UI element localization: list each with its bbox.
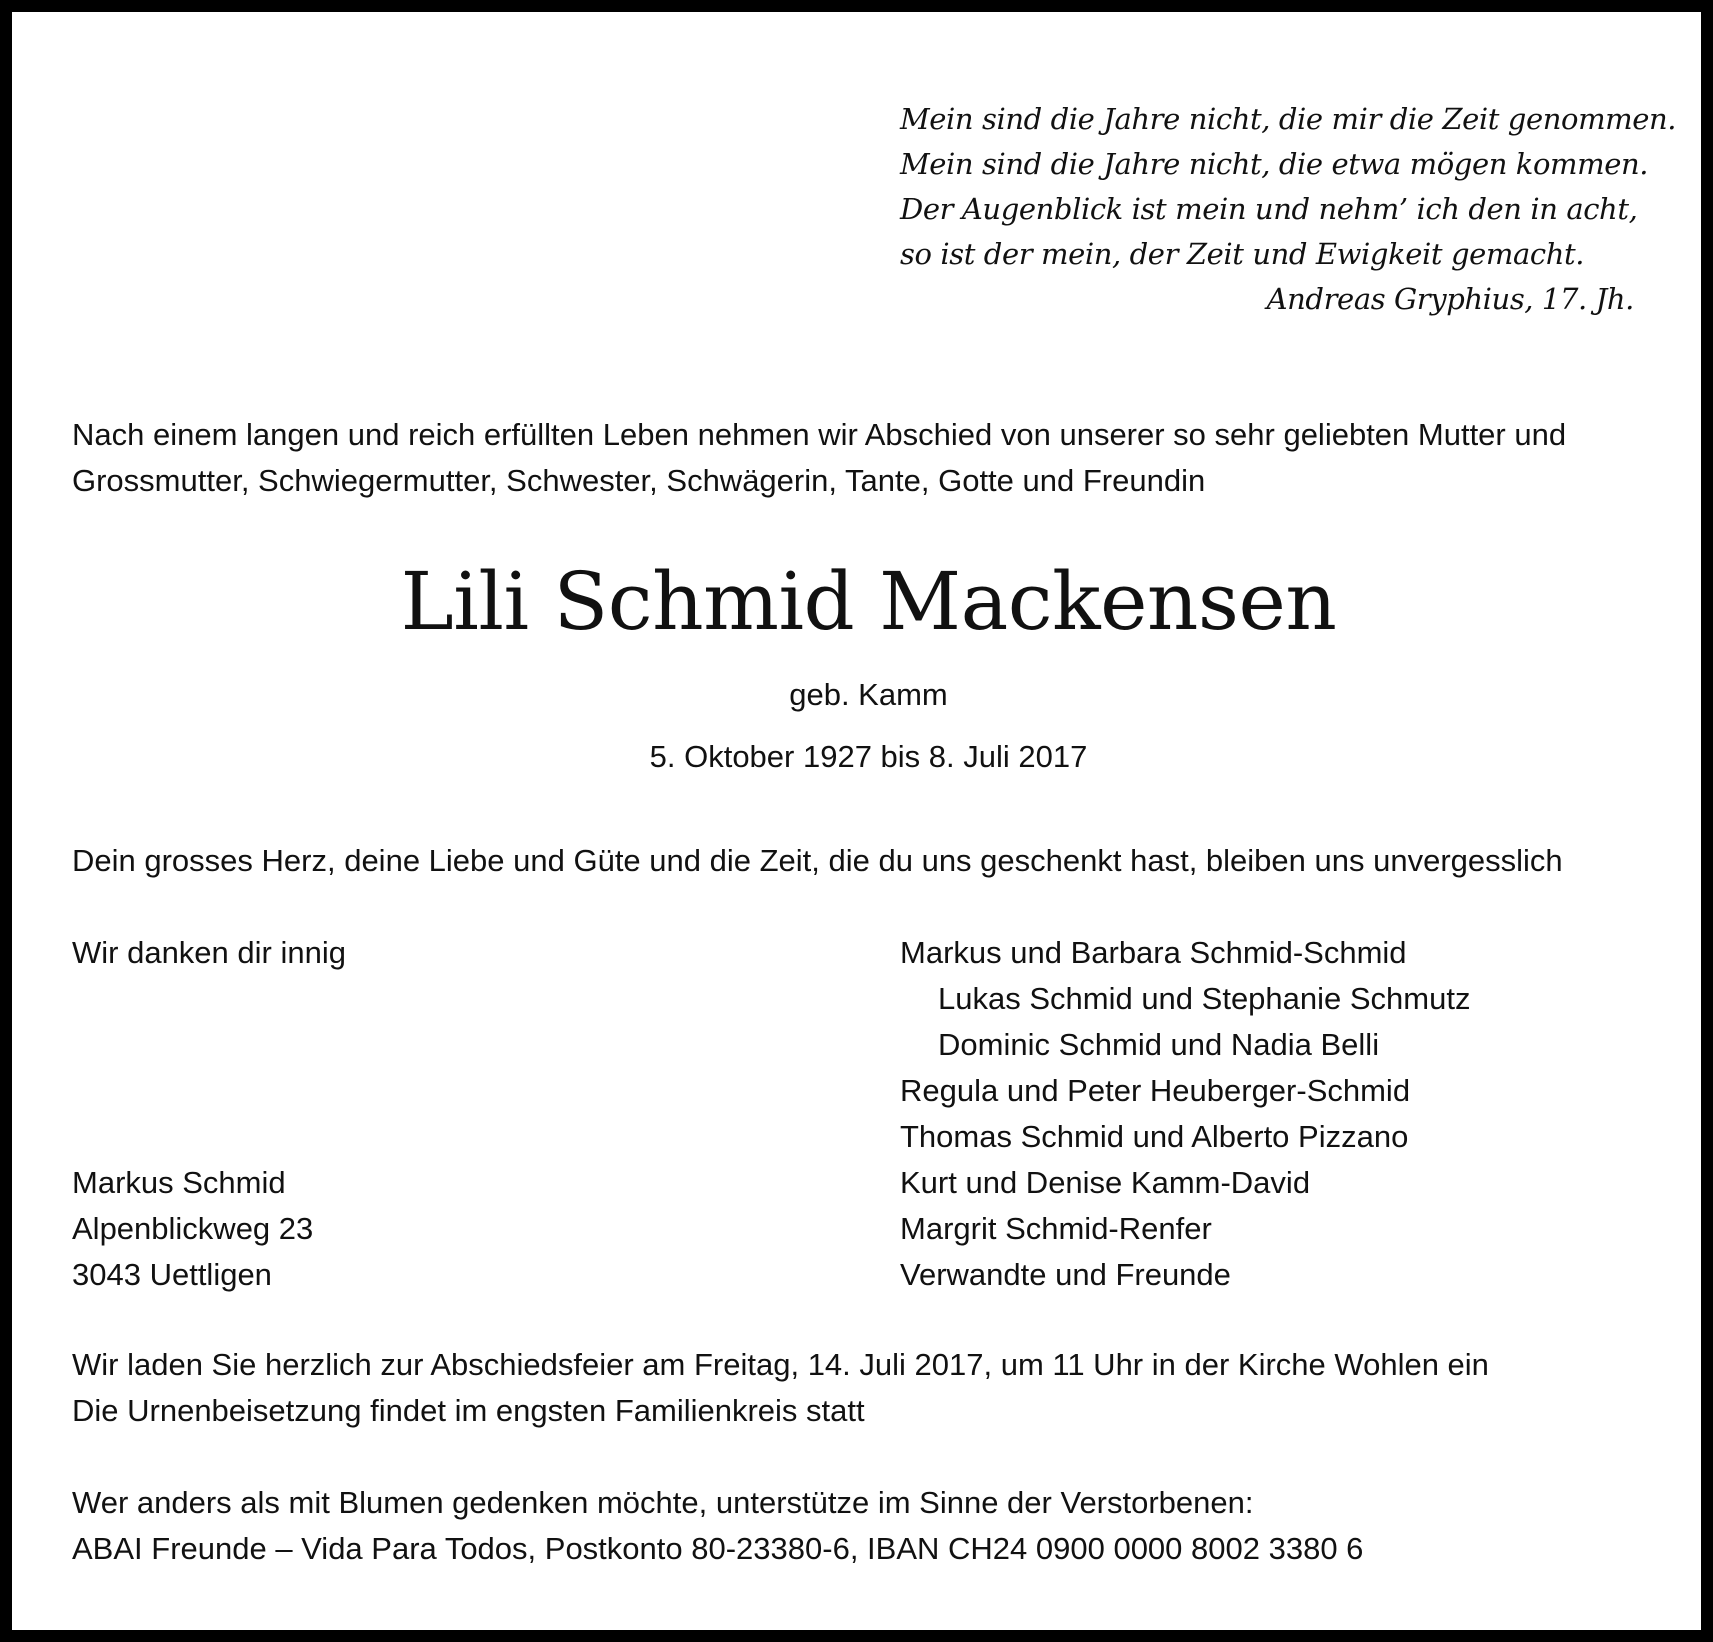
donation-line: ABAI Freunde – Vida Para Todos, Postkonto 80-23380-6, IBAN CH24 0900 0000 8002 3380 6 bbox=[72, 1531, 1364, 1566]
ceremony-line: Wir laden Sie herzlich zur Abschiedsfeier am Freitag, 14. Juli 2017, um 11 Uhr in der Kirche Wohlen ein bbox=[72, 1347, 1489, 1382]
poem-line: Der Augenblick ist mein und nehm’ ich den in acht, bbox=[900, 192, 1638, 226]
maiden-name: geb. Kamm bbox=[789, 677, 948, 712]
mourners-list bbox=[900, 930, 1470, 1298]
mourner-entry: Thomas Schmid und Alberto Pizzano bbox=[900, 1119, 1409, 1154]
donation-text bbox=[72, 1480, 1363, 1572]
poem-line: Mein sind die Jahre nicht, die mir die Zeit genommen. bbox=[900, 102, 1677, 136]
life-dates: 5. Oktober 1927 bis 8. Juli 2017 bbox=[649, 739, 1088, 774]
address-line: Markus Schmid bbox=[72, 1165, 286, 1200]
mourner-entry: Dominic Schmid und Nadia Belli bbox=[938, 1027, 1380, 1062]
mourner-entry: Regula und Peter Heuberger-Schmid bbox=[900, 1073, 1411, 1108]
poem-line: so ist der mein, der Zeit und Ewigkeit gemacht. bbox=[900, 237, 1585, 271]
deceased-name: Lili Schmid Mackensen bbox=[400, 555, 1337, 648]
tribute-text: Dein grosses Herz, deine Liebe und Güte und die Zeit, die du uns geschenkt hast, bleiben uns unvergesslich bbox=[72, 843, 1563, 878]
mourner-entry: Margrit Schmid-Renfer bbox=[900, 1211, 1212, 1246]
mourner-entry: Markus und Barbara Schmid-Schmid bbox=[900, 935, 1407, 970]
poem bbox=[900, 97, 1677, 322]
address-line: 3043 Uettligen bbox=[72, 1257, 272, 1292]
address-line: Alpenblickweg 23 bbox=[72, 1211, 314, 1246]
contact-address bbox=[72, 1160, 313, 1298]
mourner-entry: Kurt und Denise Kamm-David bbox=[900, 1165, 1311, 1200]
mourner-entry: Lukas Schmid und Stephanie Schmutz bbox=[938, 981, 1471, 1016]
intro-line: Nach einem langen und reich erfüllten Leben nehmen wir Abschied von unserer so sehr geliebten Mutter und bbox=[72, 417, 1567, 452]
intro-text bbox=[72, 412, 1566, 504]
poem-line: Mein sind die Jahre nicht, die etwa mögen kommen. bbox=[900, 147, 1649, 181]
poem-author: Andreas Gryphius, 17. Jh. bbox=[1266, 282, 1634, 316]
thanks-text: Wir danken dir innig bbox=[72, 935, 346, 970]
ceremony-text bbox=[72, 1342, 1489, 1434]
mourner-entry: Verwandte und Freunde bbox=[900, 1257, 1231, 1292]
intro-line: Grossmutter, Schwiegermutter, Schwester, Schwägerin, Tante, Gotte und Freundin bbox=[72, 463, 1206, 498]
donation-line: Wer anders als mit Blumen gedenken möchte, unterstütze im Sinne der Verstorbenen: bbox=[72, 1485, 1254, 1520]
ceremony-line: Die Urnenbeisetzung findet im engsten Familienkreis statt bbox=[72, 1393, 865, 1428]
